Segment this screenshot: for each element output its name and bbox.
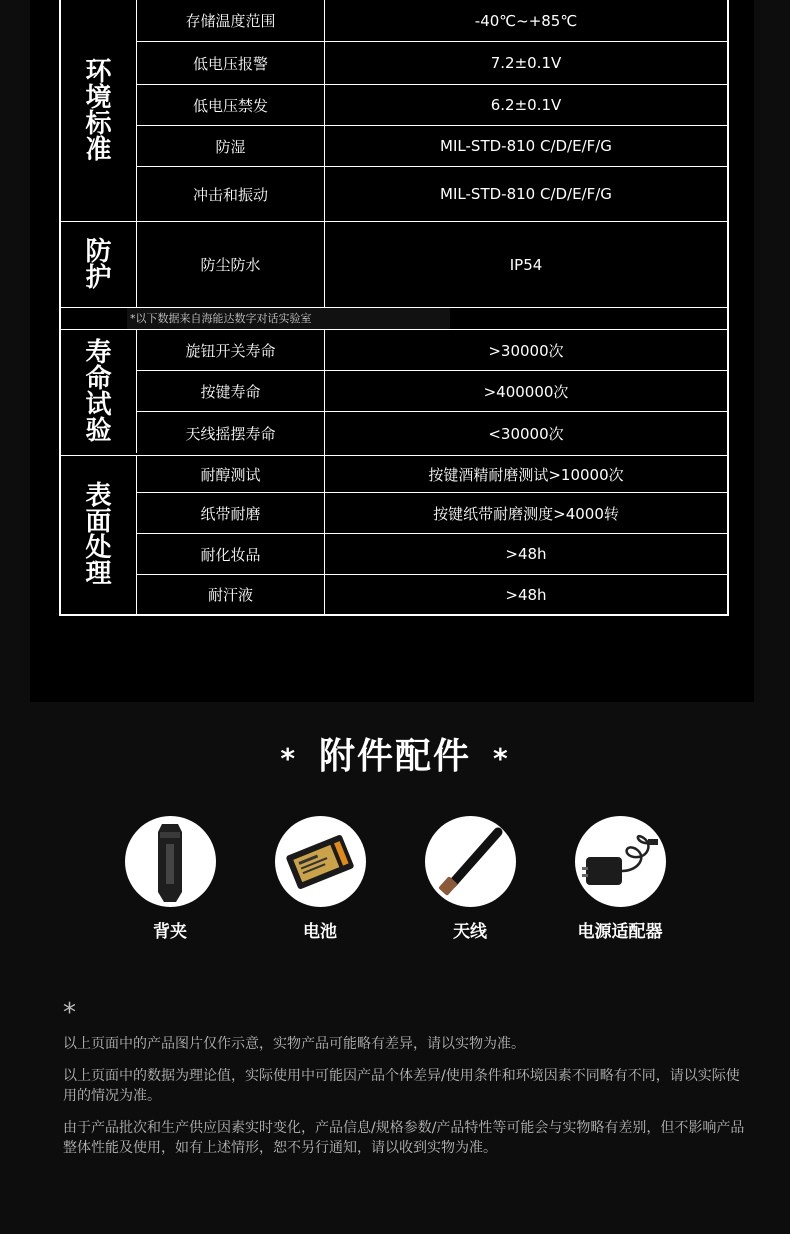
group-label-char: 验 [85,415,112,446]
spec-value: >48h [505,585,547,604]
power-adapter-icon [575,816,666,907]
spec-key: 低电压禁发 [137,85,325,125]
spec-value: IP54 [509,255,543,274]
accessories-title-text: 附件配件 [318,736,471,777]
spec-key: 耐化妆品 [137,534,325,574]
data-note: *以下数据来自海能达数字对话实验室 [127,308,450,329]
spec-row [137,575,727,614]
accessory-item[interactable] [545,816,695,942]
spec-group-environment [61,0,727,222]
spec-value: 按键酒精耐磨测试>10000次 [428,465,624,484]
spec-key: 耐汗液 [137,575,325,614]
spec-group-surface [61,456,727,614]
battery-icon [275,816,366,907]
group-label-char: 命 [85,363,112,394]
group-label-char: 准 [85,134,112,165]
group-label-char: 标 [85,108,112,139]
star-icon: * [63,998,76,1028]
disclaimer-paragraph: 由于产品批次和生产供应因素实时变化，产品信息/规格参数/产品特性等可能会与实物略有差别，但不影响产品整体性能及使用，如有上述情形，恕不另行通知，请以收到实物为准。 [63,1120,745,1156]
spec-value: <30000次 [488,425,564,443]
spec-key: 冲击和振动 [137,167,325,221]
disclaimer-paragraph: 以上页面中的产品图片仅作示意，实物产品可能略有差异，请以实物为准。 [63,1036,525,1052]
spec-value: >400000次 [483,382,569,401]
spec-value: >48h [505,545,547,563]
spec-row [137,371,727,412]
spec-row [137,493,727,534]
spec-row [137,456,727,493]
spec-row [137,167,727,221]
spec-key: 纸带耐磨 [137,493,325,533]
accessories-title [0,728,790,779]
group-label-char: 环 [85,56,112,87]
group-label [61,0,137,221]
spec-key: 防尘防水 [137,222,325,307]
group-label-char: 寿 [85,337,112,368]
spec-row [137,222,727,307]
spec-key: 低电压报警 [137,42,325,84]
spec-value: MIL-STD-810 C/D/E/F/G [440,185,612,203]
spec-key: 耐醇测试 [137,456,325,492]
spec-row [137,85,727,126]
disclaimer-paragraph: 以上页面中的数据为理论值，实际使用中可能因产品个体差异/使用条件和环境因素不同略有不同，请以实际使用的情况为准。 [63,1068,740,1104]
accessory-label: 天线 [453,922,487,942]
group-label-char: 试 [85,389,112,420]
group-label-char: 护 [85,262,112,293]
spec-key: 按键寿命 [137,371,325,411]
group-label-char: 理 [85,559,112,589]
antenna-icon [425,816,516,907]
group-label [61,456,137,614]
spec-value: 6.2±0.1V [490,96,562,114]
spec-key: 防湿 [137,126,325,166]
spec-group-lifetime [61,330,727,456]
spec-row [137,42,727,85]
belt-clip-icon [125,816,216,907]
group-label-char: 处 [85,533,112,563]
spec-row [137,534,727,575]
group-label [61,222,137,307]
accessory-item[interactable] [395,816,545,942]
spec-value: 7.2±0.1V [490,54,562,72]
spec-value: -40℃~+85℃ [474,11,578,30]
group-label-char: 面 [85,507,112,537]
spec-row [137,126,727,167]
spec-key: 存储温度范围 [137,0,325,41]
spec-key: 旋钮开关寿命 [137,330,325,370]
accessory-item[interactable] [95,816,245,942]
group-label-char: 防 [85,236,112,267]
spec-table [59,0,729,616]
spec-value: MIL-STD-810 C/D/E/F/G [440,137,612,155]
accessory-label: 背夹 [153,922,187,942]
group-label-char: 表 [85,481,112,511]
star-icon: * [280,741,297,775]
spec-row [137,0,727,42]
accessory-label: 电源适配器 [577,922,663,942]
spec-row [137,330,727,371]
spec-row [137,412,727,455]
group-label [61,330,137,453]
spec-value: >30000次 [488,341,564,360]
accessory-item[interactable] [245,816,395,942]
spec-group-protection [61,222,727,308]
accessory-label: 电池 [303,922,337,942]
spec-key: 天线摇摆寿命 [137,412,325,455]
group-label-char: 境 [85,82,112,113]
star-icon: * [493,741,510,775]
spec-value: 按键纸带耐磨测度>4000转 [433,504,619,523]
disclaimer [63,1000,753,1170]
data-note-row [61,308,727,330]
